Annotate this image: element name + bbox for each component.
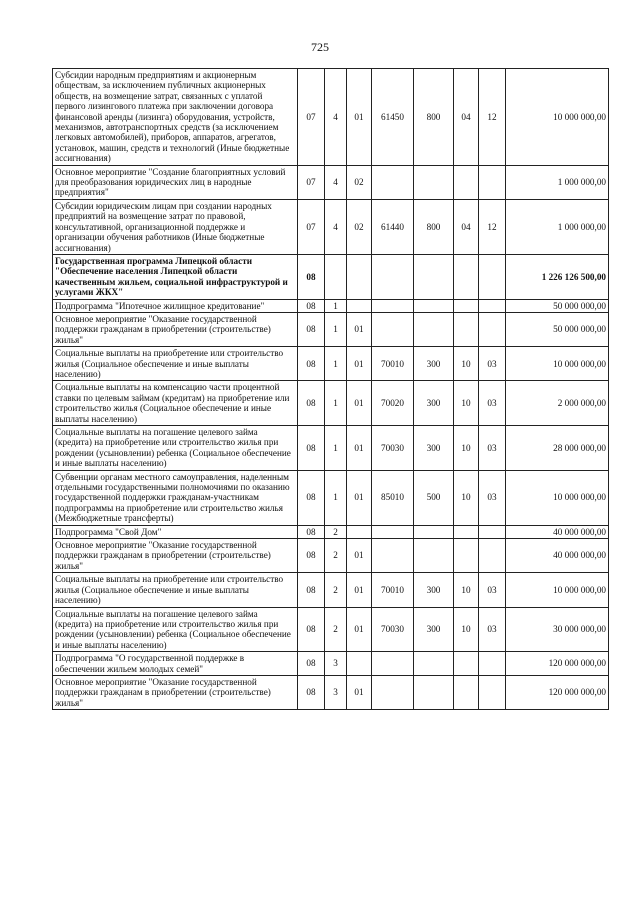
amount-cell: 1 000 000,00 bbox=[506, 165, 609, 199]
subprogram-code-cell: 1 bbox=[325, 426, 347, 471]
section-cell bbox=[454, 525, 479, 538]
direction-code-cell: 61450 bbox=[372, 69, 414, 166]
subsection-cell: 03 bbox=[479, 426, 506, 471]
direction-code-cell bbox=[372, 525, 414, 538]
subsection-cell: 03 bbox=[479, 347, 506, 381]
subprogram-code-cell: 2 bbox=[325, 525, 347, 538]
amount-cell: 120 000 000,00 bbox=[506, 675, 609, 709]
subprogram-code-cell: 4 bbox=[325, 69, 347, 166]
direction-code-cell bbox=[372, 539, 414, 573]
amount-cell: 30 000 000,00 bbox=[506, 607, 609, 652]
row-name-cell: Социальные выплаты на погашение целевого займа (кредита) на приобретение или строительство жилья при рождении (усыновлении) ребенка (Социальное обеспечение и иные выплаты населению) bbox=[53, 426, 298, 471]
table-row bbox=[53, 426, 609, 471]
row-name-cell: Субвенции органам местного самоуправления, наделенным отдельными государственными полномочиями по оказанию государственной поддержки гражданам-участникам подпрограммы на приобретение или строительство жилья (Межбюджетные трансферты) bbox=[53, 470, 298, 525]
section-cell: 04 bbox=[454, 69, 479, 166]
row-name-cell: Подпрограмма "Свой Дом" bbox=[53, 525, 298, 538]
subsection-cell: 03 bbox=[479, 470, 506, 525]
amount-cell: 1 226 126 500,00 bbox=[506, 254, 609, 299]
section-cell: 10 bbox=[454, 381, 479, 426]
section-cell bbox=[454, 254, 479, 299]
amount-cell: 40 000 000,00 bbox=[506, 539, 609, 573]
program-code-cell: 07 bbox=[298, 165, 325, 199]
measure-code-cell: 01 bbox=[347, 470, 372, 525]
row-name-cell: Государственная программа Липецкой области "Обеспечение населения Липецкой области качественным жильем, социальной инфраструктурой и услугами ЖКХ" bbox=[53, 254, 298, 299]
measure-code-cell bbox=[347, 525, 372, 538]
row-name-cell: Подпрограмма "Ипотечное жилищное кредитование" bbox=[53, 299, 298, 312]
subsection-cell bbox=[479, 539, 506, 573]
amount-cell: 10 000 000,00 bbox=[506, 573, 609, 607]
expense-type-cell: 300 bbox=[414, 607, 454, 652]
measure-code-cell: 01 bbox=[347, 426, 372, 471]
program-code-cell: 08 bbox=[298, 470, 325, 525]
section-cell bbox=[454, 675, 479, 709]
direction-code-cell bbox=[372, 254, 414, 299]
section-cell: 10 bbox=[454, 470, 479, 525]
amount-cell: 10 000 000,00 bbox=[506, 347, 609, 381]
subsection-cell bbox=[479, 254, 506, 299]
program-code-cell: 08 bbox=[298, 381, 325, 426]
table-row bbox=[53, 675, 609, 709]
measure-code-cell: 01 bbox=[347, 573, 372, 607]
row-name-cell: Основное мероприятие "Оказание государственной поддержки гражданам в приобретении (строительстве) жилья" bbox=[53, 539, 298, 573]
amount-cell: 50 000 000,00 bbox=[506, 312, 609, 346]
table-row bbox=[53, 525, 609, 538]
subsection-cell: 03 bbox=[479, 573, 506, 607]
table-row bbox=[53, 199, 609, 254]
budget-table bbox=[52, 68, 609, 710]
section-cell: 10 bbox=[454, 426, 479, 471]
subsection-cell bbox=[479, 652, 506, 676]
subprogram-code-cell: 1 bbox=[325, 381, 347, 426]
row-name-cell: Социальные выплаты на приобретение или строительство жилья (Социальное обеспечение и иные выплаты населению) bbox=[53, 573, 298, 607]
program-code-cell: 08 bbox=[298, 652, 325, 676]
row-name-cell: Социальные выплаты на компенсацию части процентной ставки по целевым займам (кредитам) на приобретение или строительство жилья (Социальное обеспечение и иные выплаты населению) bbox=[53, 381, 298, 426]
program-code-cell: 07 bbox=[298, 199, 325, 254]
subsection-cell bbox=[479, 299, 506, 312]
measure-code-cell: 02 bbox=[347, 199, 372, 254]
direction-code-cell: 61440 bbox=[372, 199, 414, 254]
measure-code-cell bbox=[347, 652, 372, 676]
section-cell: 04 bbox=[454, 199, 479, 254]
table-row bbox=[53, 381, 609, 426]
row-name-cell: Основное мероприятие "Оказание государственной поддержки гражданам в приобретении (строительстве) жилья" bbox=[53, 312, 298, 346]
direction-code-cell: 70010 bbox=[372, 347, 414, 381]
expense-type-cell bbox=[414, 165, 454, 199]
row-name-cell: Социальные выплаты на погашение целевого займа (кредита) на приобретение или строительство жилья при рождении (усыновлении) ребенка (Социальное обеспечение и иные выплаты населению) bbox=[53, 607, 298, 652]
subprogram-code-cell: 2 bbox=[325, 607, 347, 652]
measure-code-cell: 01 bbox=[347, 347, 372, 381]
expense-type-cell: 300 bbox=[414, 573, 454, 607]
subprogram-code-cell: 1 bbox=[325, 299, 347, 312]
row-name-cell: Субсидии юридическим лицам при создании народных предприятий на возмещение затрат по правовой, консультативной, организационной поддержке и организации обучения работников (Иные бюджетные ассигнования) bbox=[53, 199, 298, 254]
measure-code-cell: 01 bbox=[347, 539, 372, 573]
subsection-cell bbox=[479, 675, 506, 709]
table-row bbox=[53, 254, 609, 299]
subsection-cell: 03 bbox=[479, 381, 506, 426]
expense-type-cell: 800 bbox=[414, 199, 454, 254]
measure-code-cell: 01 bbox=[347, 381, 372, 426]
program-code-cell: 08 bbox=[298, 539, 325, 573]
subsection-cell bbox=[479, 165, 506, 199]
table-row bbox=[53, 69, 609, 166]
expense-type-cell: 300 bbox=[414, 381, 454, 426]
subprogram-code-cell: 1 bbox=[325, 312, 347, 346]
program-code-cell: 08 bbox=[298, 607, 325, 652]
measure-code-cell bbox=[347, 299, 372, 312]
subprogram-code-cell: 4 bbox=[325, 165, 347, 199]
expense-type-cell: 300 bbox=[414, 347, 454, 381]
subprogram-code-cell: 4 bbox=[325, 199, 347, 254]
expense-type-cell bbox=[414, 675, 454, 709]
row-name-cell: Субсидии народным предприятиям и акционерным обществам, за исключением публичных акционерных обществ, на возмещение затрат, связанных с уплатой первого лизингового платежа при заключении договора финансовой аренды (лизинга) оборудования, устройств, механизмов, автотранспортных средств (за исключением легковых автомобилей), приборов, аппаратов, агрегатов, установок, машин, средств и технологий (Иные бюджетные ассигнования) bbox=[53, 69, 298, 166]
measure-code-cell: 01 bbox=[347, 69, 372, 166]
subsection-cell: 12 bbox=[479, 69, 506, 166]
expense-type-cell bbox=[414, 299, 454, 312]
section-cell bbox=[454, 652, 479, 676]
section-cell bbox=[454, 539, 479, 573]
page-number: 725 bbox=[311, 40, 329, 54]
table-row bbox=[53, 165, 609, 199]
table-row bbox=[53, 573, 609, 607]
amount-cell: 120 000 000,00 bbox=[506, 652, 609, 676]
table-body bbox=[53, 69, 609, 710]
table-row bbox=[53, 299, 609, 312]
subprogram-code-cell: 3 bbox=[325, 675, 347, 709]
section-cell: 10 bbox=[454, 573, 479, 607]
direction-code-cell bbox=[372, 312, 414, 346]
section-cell bbox=[454, 299, 479, 312]
subsection-cell: 03 bbox=[479, 607, 506, 652]
expense-type-cell: 500 bbox=[414, 470, 454, 525]
row-name-cell: Подпрограмма "О государственной поддержке в обеспечении жильем молодых семей" bbox=[53, 652, 298, 676]
program-code-cell: 08 bbox=[298, 426, 325, 471]
measure-code-cell: 01 bbox=[347, 607, 372, 652]
direction-code-cell: 85010 bbox=[372, 470, 414, 525]
direction-code-cell: 70030 bbox=[372, 426, 414, 471]
direction-code-cell bbox=[372, 165, 414, 199]
subprogram-code-cell: 2 bbox=[325, 539, 347, 573]
subsection-cell: 12 bbox=[479, 199, 506, 254]
table-row bbox=[53, 652, 609, 676]
amount-cell: 1 000 000,00 bbox=[506, 199, 609, 254]
program-code-cell: 08 bbox=[298, 525, 325, 538]
expense-type-cell bbox=[414, 652, 454, 676]
amount-cell: 40 000 000,00 bbox=[506, 525, 609, 538]
subsection-cell bbox=[479, 525, 506, 538]
amount-cell: 28 000 000,00 bbox=[506, 426, 609, 471]
row-name-cell: Основное мероприятие "Создание благоприятных условий для преобразования юридических лиц в народные предприятия" bbox=[53, 165, 298, 199]
measure-code-cell: 01 bbox=[347, 675, 372, 709]
subprogram-code-cell: 1 bbox=[325, 347, 347, 381]
row-name-cell: Социальные выплаты на приобретение или строительство жилья (Социальное обеспечение и иные выплаты населению) bbox=[53, 347, 298, 381]
direction-code-cell bbox=[372, 652, 414, 676]
program-code-cell: 08 bbox=[298, 573, 325, 607]
expense-type-cell bbox=[414, 254, 454, 299]
subprogram-code-cell: 1 bbox=[325, 470, 347, 525]
subprogram-code-cell: 2 bbox=[325, 573, 347, 607]
subprogram-code-cell: 3 bbox=[325, 652, 347, 676]
expense-type-cell: 300 bbox=[414, 426, 454, 471]
direction-code-cell: 70010 bbox=[372, 573, 414, 607]
expense-type-cell bbox=[414, 539, 454, 573]
expense-type-cell bbox=[414, 525, 454, 538]
measure-code-cell: 02 bbox=[347, 165, 372, 199]
direction-code-cell bbox=[372, 299, 414, 312]
amount-cell: 2 000 000,00 bbox=[506, 381, 609, 426]
program-code-cell: 08 bbox=[298, 675, 325, 709]
direction-code-cell: 70030 bbox=[372, 607, 414, 652]
table-row bbox=[53, 539, 609, 573]
expense-type-cell: 800 bbox=[414, 69, 454, 166]
section-cell: 10 bbox=[454, 347, 479, 381]
amount-cell: 50 000 000,00 bbox=[506, 299, 609, 312]
program-code-cell: 08 bbox=[298, 347, 325, 381]
table-row bbox=[53, 470, 609, 525]
direction-code-cell bbox=[372, 675, 414, 709]
expense-type-cell bbox=[414, 312, 454, 346]
section-cell bbox=[454, 165, 479, 199]
direction-code-cell: 70020 bbox=[372, 381, 414, 426]
measure-code-cell: 01 bbox=[347, 312, 372, 346]
section-cell: 10 bbox=[454, 607, 479, 652]
section-cell bbox=[454, 312, 479, 346]
program-code-cell: 08 bbox=[298, 312, 325, 346]
subsection-cell bbox=[479, 312, 506, 346]
table-row bbox=[53, 607, 609, 652]
measure-code-cell bbox=[347, 254, 372, 299]
program-code-cell: 07 bbox=[298, 69, 325, 166]
row-name-cell: Основное мероприятие "Оказание государственной поддержки гражданам в приобретении (строительстве) жилья" bbox=[53, 675, 298, 709]
table-row bbox=[53, 347, 609, 381]
amount-cell: 10 000 000,00 bbox=[506, 470, 609, 525]
subprogram-code-cell bbox=[325, 254, 347, 299]
table-row bbox=[53, 312, 609, 346]
program-code-cell: 08 bbox=[298, 254, 325, 299]
program-code-cell: 08 bbox=[298, 299, 325, 312]
amount-cell: 10 000 000,00 bbox=[506, 69, 609, 166]
